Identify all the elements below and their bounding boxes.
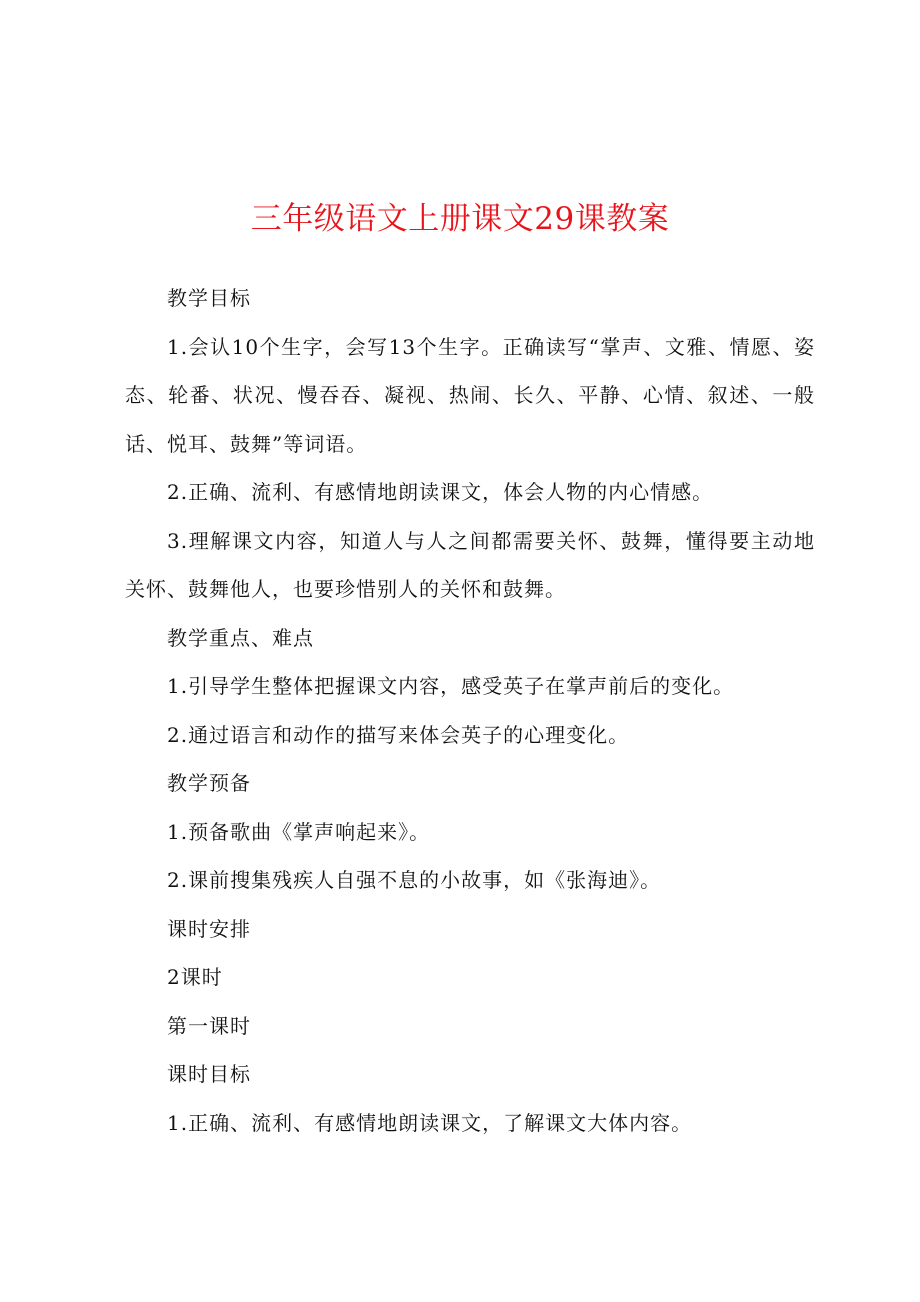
section-heading-preparation: 教学预备 (167, 771, 251, 795)
document-title: 三年级语文上册课文29课教案 (250, 201, 670, 237)
key-point-item-2: 2.通过语言和动作的描写来体会英子的心理变化。 (167, 722, 630, 747)
section-heading-schedule: 课时安排 (167, 916, 251, 941)
objective-item-3: 3.理解课文内容，知道人与人之间都需要关怀、鼓舞，懂得要主动地关怀、鼓舞他人，也要珍惜别人的关怀和鼓舞。 (125, 528, 815, 601)
preparation-item-2: 2.课前搜集残疾人自强不息的小故事，如《张海迪》。 (167, 868, 662, 892)
objective-item-1: 1.会认10个生字，会写13个生字。正确读写“掌声、文雅、情愿、姿态、轮番、状况、慢吞吞、凝视、热闹、长久、平静、心情、叙述、一般话、悦耳、鼓舞”等词语。 (125, 334, 815, 456)
key-point-item-1: 1.引导学生整体把握课文内容，感受英子在掌声前后的变化。 (167, 674, 735, 698)
section-heading-first-lesson: 第一课时 (167, 1013, 251, 1038)
schedule-value: 2课时 (167, 965, 223, 989)
objective-item-2: 2.正确、流利、有感情地朗读课文，体会人物的内心情感。 (167, 480, 714, 504)
preparation-item-1: 1.预备歌曲《掌声响起来》。 (167, 819, 431, 844)
section-heading-key-points: 教学重点、难点 (167, 625, 314, 650)
section-heading-lesson-objectives: 课时目标 (167, 1062, 251, 1086)
section-heading-objectives: 教学目标 (167, 286, 251, 310)
lesson-objective-item-1: 1.正确、流利、有感情地朗读课文，了解课文大体内容。 (167, 1110, 693, 1135)
document-body (125, 274, 815, 1147)
